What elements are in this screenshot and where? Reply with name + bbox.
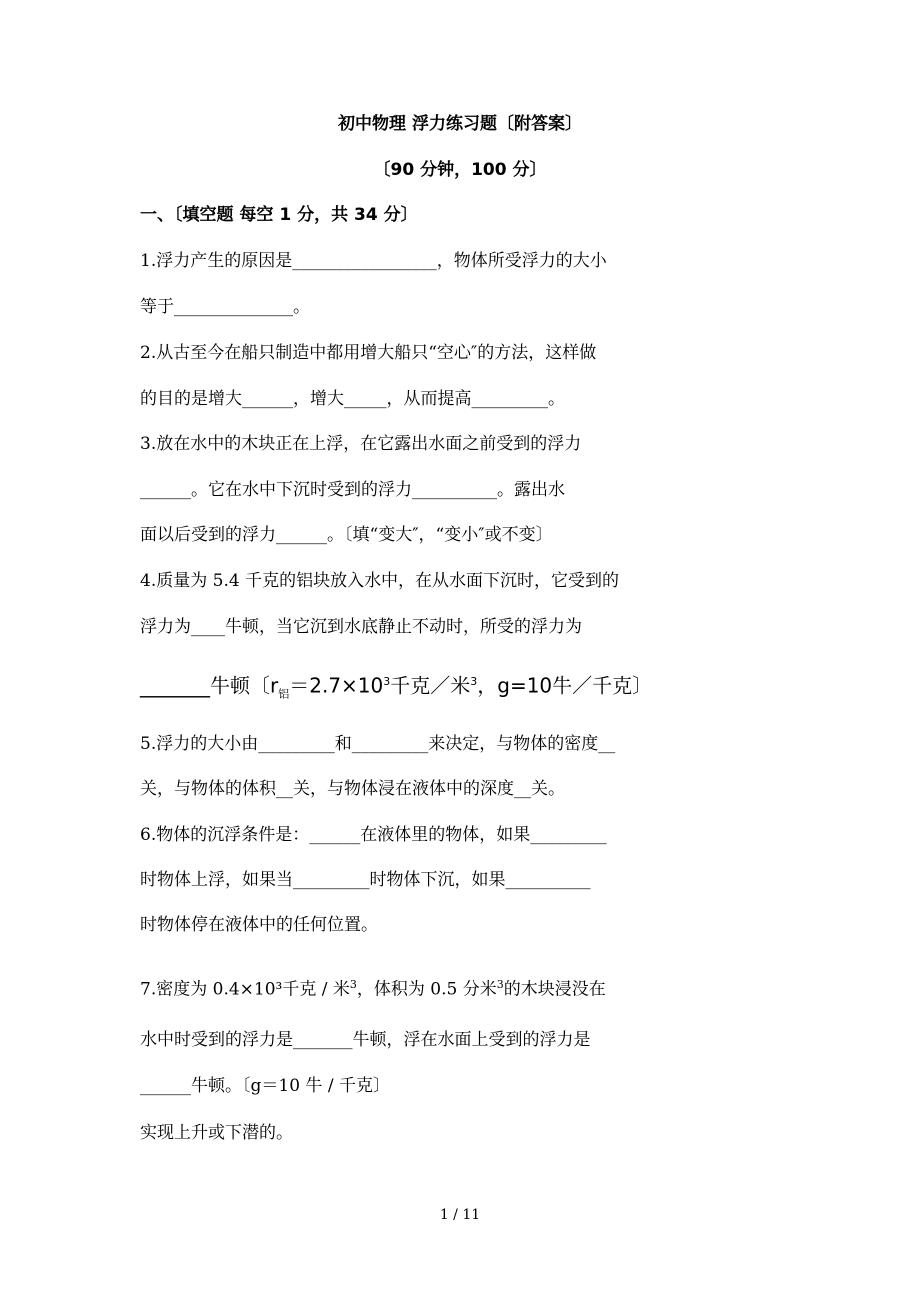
text-line: 时物体停在液体中的任何位置。 <box>140 915 378 935</box>
section-heading: 一、〔填空题 每空 1 分，共 34 分〕 <box>140 205 418 225</box>
q7-sup-2: 3 <box>496 978 504 991</box>
text-line: 1.浮力产生的原因是_________________，物体所受浮力的大小 <box>140 251 607 271</box>
text-line: 关，与物体的体积__关，与物体浸在液体中的深度__关。 <box>140 779 565 799</box>
formula-exp2: 3 <box>470 675 478 688</box>
formula-expr: ＝2.7×10 <box>289 673 384 698</box>
page-title: 初中物理 浮力练习题〔附答案〕 <box>338 114 582 134</box>
text-line: 的目的是增大______，增大_____，从而提高_________。 <box>140 389 565 409</box>
text-line: 实现上升或下潜的。 <box>140 1123 293 1143</box>
page-number: 1 / 11 <box>439 1207 481 1223</box>
question-7-line <box>140 973 606 1000</box>
text-line: 4.质量为 5.4 千克的铝块放入水中，在从水面下沉时，它受到的 <box>140 571 620 591</box>
q7-part-a: 7.密度为 0.4×10³千克 / 米 <box>140 979 350 1000</box>
text-line: 等于______________。 <box>140 297 310 317</box>
text-line: ______。它在水中下沉时受到的浮力__________。露出水 <box>140 480 565 500</box>
q7-part-b: ，体积为 0.5 分米 <box>356 979 497 1000</box>
text-line: 6.物体的沉浮条件是：______在液体里的物体，如果_________ <box>140 825 607 845</box>
formula-subscript: 铝 <box>278 687 290 701</box>
text-line: 面以后受到的浮力______。〔填“变大″，“变小″或不变〕 <box>140 525 553 545</box>
text-line: 水中时受到的浮力是_______牛顿，浮在水面上受到的浮力是 <box>140 1030 591 1050</box>
text-line: 3.放在水中的木块正在上浮，在它露出水面之前受到的浮力 <box>140 434 582 454</box>
formula-exp: 3 <box>383 675 391 688</box>
formula-units: 千克／米 <box>390 673 471 698</box>
formula-tail: ，g=10牛／千克〕 <box>477 673 653 698</box>
text-line: 浮力为____牛顿，当它沉到水底静止不动时，所受的浮力为 <box>140 617 582 637</box>
text-line: 时物体上浮，如果当_________时物体下沉，如果__________ <box>140 870 591 890</box>
q7-sup-1: 3 <box>349 978 357 991</box>
formula-blank: _______ <box>140 673 210 698</box>
text-line: 2.从古至今在船只制造中都用增大船只“空心″的方法，这样做 <box>140 343 597 363</box>
formula-line <box>140 667 653 701</box>
text-line: ______牛顿。〔g＝10 牛 / 千克〕 <box>140 1076 390 1096</box>
page-subtitle: 〔90 分钟，100 分〕 <box>373 160 547 180</box>
formula-unit: 牛顿〔r <box>210 673 279 698</box>
q7-part-c: 的木块浸没在 <box>503 979 606 1000</box>
text-line: 5.浮力的大小由_________和_________来决定，与物体的密度__ <box>140 734 616 754</box>
